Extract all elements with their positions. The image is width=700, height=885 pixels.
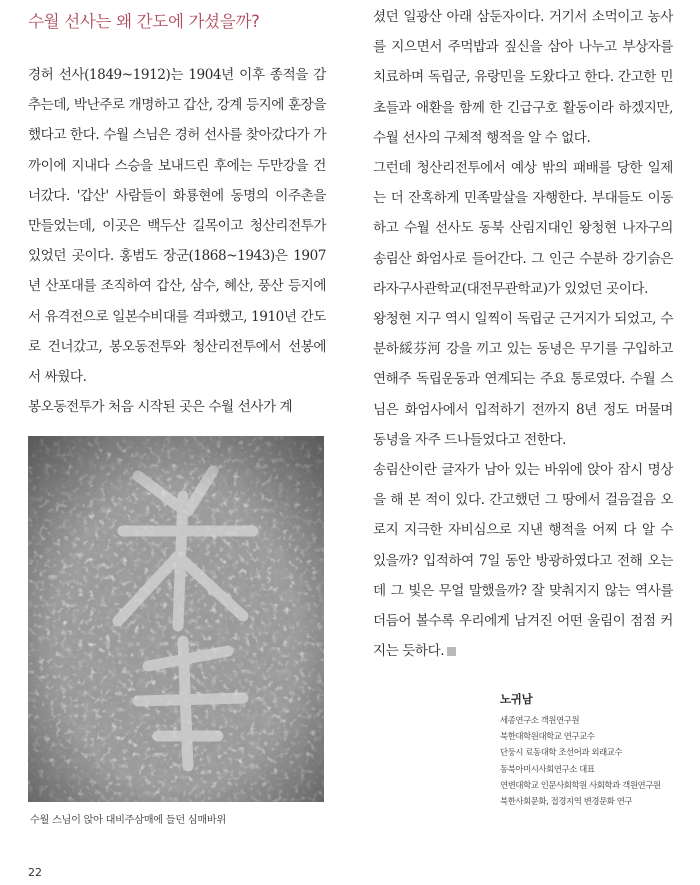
- photo-caption: 수월 스님이 앉아 대비주삼매에 들던 심매바위: [30, 815, 226, 826]
- body-paragraph: 경허 선사(1849~1912)는 1904년 이후 종적을 감추는데, 박난주로 개명하고 갑산, 강계 등지에 훈장을 했다고 한다. 수월 스님은 경허 선사를 찾아갔다가 가까이에 지내다 스승을 보내드린 후에는 두만강을 건너갔다. '갑산' 사람들이 화룡현에 동명의 이주촌을 만들었는데, 이곳은 백두산 길목이고 청산리전투가 있었던 곳이다. 홍범도 장군(1868~1943)은 1907년 산포대를 조직하여 갑산, 삼수, 혜산, 풍산 등지에서 유격전으로 일본수비대를 격파했고, 1910년 간도로 건너갔고, 봉오동전투와 청산리전투에서 선봉에서 싸웠다.: [28, 67, 326, 386]
- left-column: [28, 60, 326, 422]
- body-paragraph: 왕청현 지구 역시 일찍이 독립군 근거지가 되었고, 수분하綏芬河 강을 끼고 있는 동녕은 무기를 구입하고 연해주 독립운동과 연계되는 주요 통로였다. 수월 스님은 화엄사에서 입적하기 전까지 8년 정도 머물며 동녕을 자주 드나들었다고 전한다.: [373, 311, 673, 448]
- author-affiliation: 북한사회문화, 접경지역 변경문화 연구: [500, 796, 633, 807]
- author-affiliation: 세종연구소 객원연구원: [500, 715, 580, 725]
- author-name: 노귀남: [500, 692, 533, 706]
- author-affiliation: 북한대학원대학교 연구교수: [500, 731, 595, 742]
- right-column: [373, 2, 673, 666]
- body-paragraph: 셨던 일광산 아래 삼둔자이다. 거기서 소먹이고 농사를 지으면서 주먹밥과 짚신을 삼아 나누고 부상자를 치료하며 독립군, 유랑민을 도왔다고 한다. 간고한 민초들과 애환을 함께 한 긴급구호 활동이라 하겠지만, 수월 선사의 구체적 행적을 알 수 없다.: [373, 9, 673, 146]
- author-affiliation: 연변대학교 인문사회학원 사회학과 객원연구원: [500, 779, 661, 790]
- rock-photo-image: [28, 436, 324, 802]
- body-paragraph: [373, 455, 673, 666]
- body-paragraph: 봉오동전투가 처음 시작된 곳은 수월 선사가 계: [28, 399, 293, 416]
- page-number: 22: [28, 866, 42, 879]
- rock-photo: [28, 436, 324, 802]
- author-affiliation: 동북아미시사회연구소 대표: [500, 763, 595, 774]
- end-mark-icon: [447, 647, 456, 656]
- author-box: [500, 691, 695, 809]
- article-heading: 수월 선사는 왜 간도에 가셨을까?: [28, 12, 260, 31]
- author-affiliation: 단둥시 료동대학 조선어과 외래교수: [500, 747, 623, 758]
- closing-paragraph-text: 송림산이란 글자가 남아 있는 바위에 앉아 잠시 명상을 해 본 적이 있다. 간고했던 그 땅에서 걸음걸음 오로지 지극한 자비심으로 지낸 행적을 어찌 다 알 수 있을까? 입적하여 7일 동안 방광하였다고 전해 오는데 그 빛은 무얼 말했을까? 잘 맞춰지지 않는 역사를 더듬어 볼수록 우리에게 남겨진 어떤 울림이 점점 커지는 듯하다.: [373, 462, 673, 660]
- body-paragraph: 그런데 청산리전투에서 예상 밖의 패배를 당한 일제는 더 잔혹하게 민족말살을 자행한다. 부대들도 이동하고 수월 선사도 동북 산림지대인 왕청현 나자구의 송림산 화엄사로 들어간다. 그 인근 수분하 강기슭은 라자구사관학교(대전무관학교)가 있었던 곳이다.: [373, 160, 673, 297]
